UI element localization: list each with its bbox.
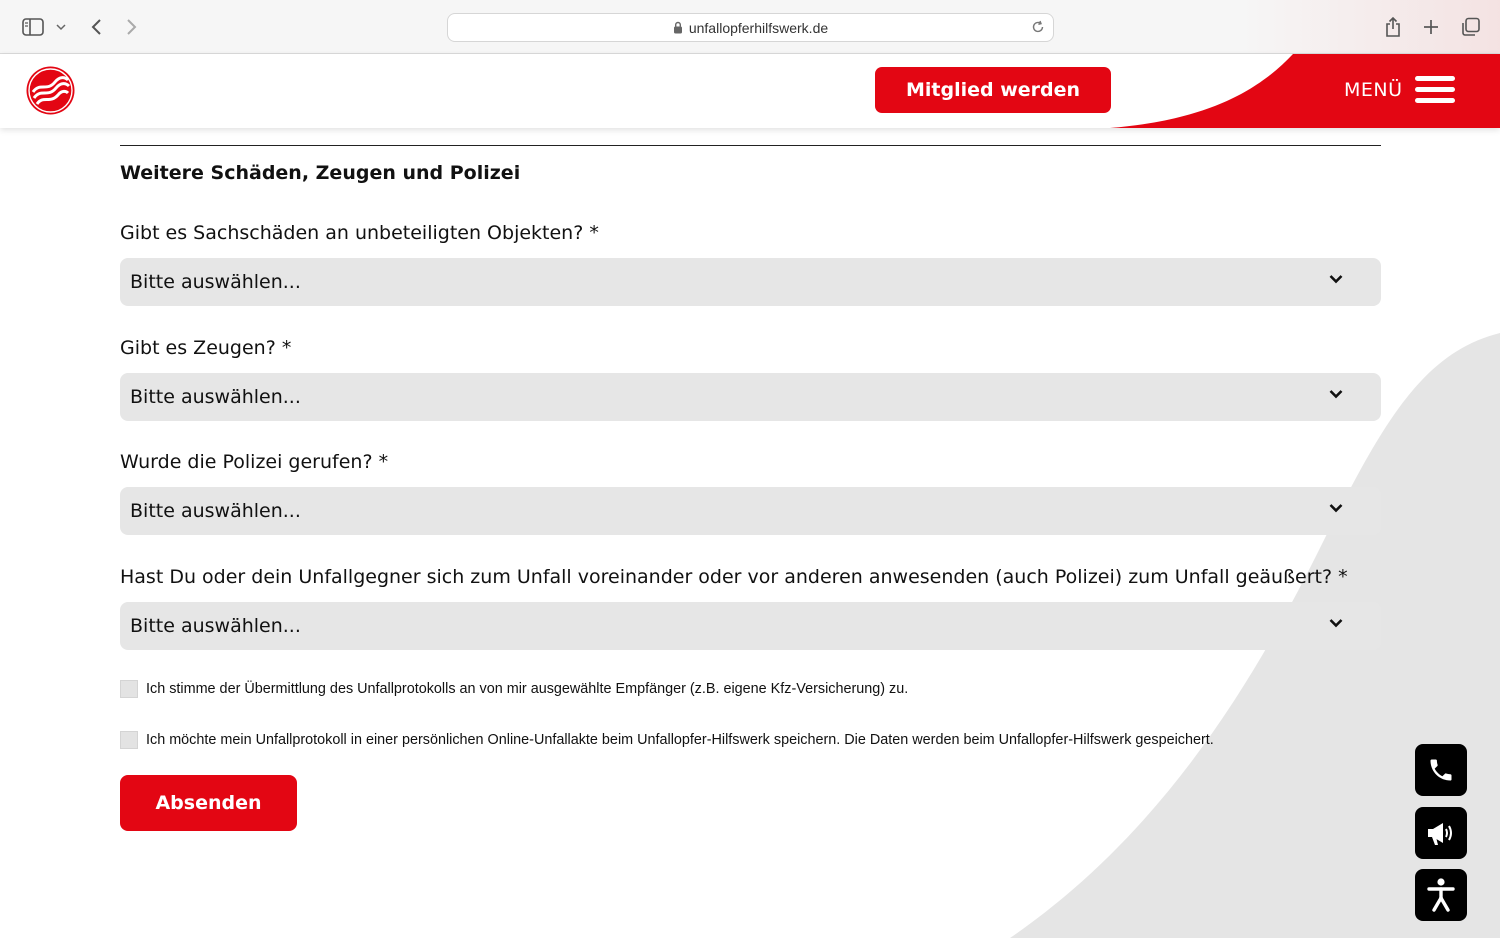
tabs-icon (1461, 17, 1481, 37)
reload-icon[interactable] (1031, 20, 1045, 34)
accessibility-button[interactable] (1415, 869, 1467, 921)
lock-icon (673, 21, 683, 34)
logo-icon (25, 65, 76, 116)
share-icon (1384, 16, 1402, 38)
consent-storage-row (120, 731, 1214, 749)
announcement-button[interactable] (1415, 807, 1467, 859)
select-value: Bitte auswählen... (130, 615, 301, 637)
url-text: unfallopferhilfswerk.de (688, 19, 829, 36)
phone-button[interactable] (1415, 744, 1467, 796)
consent-transmission-row (120, 680, 908, 698)
logo[interactable] (25, 65, 76, 116)
select-value: Bitte auswählen... (130, 386, 301, 408)
question-label-statements: Hast Du oder dein Unfallgegner sich zum Unfall voreinander oder vor anderen anwesenden (auch Polizei) zum Unfall geäußert? * (120, 566, 1348, 588)
chevron-down-icon (1329, 503, 1343, 513)
chevron-down-icon (1329, 389, 1343, 399)
submit-button[interactable]: Absenden (120, 775, 297, 831)
browser-toolbar (0, 0, 1500, 54)
question-label-police: Wurde die Polizei gerufen? * (120, 451, 389, 473)
back-button[interactable] (86, 14, 106, 40)
tab-overview-button[interactable] (1460, 14, 1482, 40)
address-bar[interactable] (447, 13, 1054, 42)
witnesses-select[interactable] (120, 373, 1381, 421)
consent-storage-checkbox[interactable] (120, 731, 138, 749)
plus-icon (1423, 19, 1439, 35)
accessibility-icon (1426, 877, 1456, 913)
consent-transmission-text: Ich stimme der Übermittlung des Unfallprotokolls an von mir ausgewählte Empfänger (z.B. eigene Kfz-Versicherung) zu. (146, 681, 909, 697)
police-select[interactable] (120, 487, 1381, 535)
property-damage-select[interactable] (120, 258, 1381, 306)
chevron-down-icon (1329, 274, 1343, 284)
site-header (0, 54, 1500, 128)
consent-transmission-checkbox[interactable] (120, 680, 138, 698)
share-button[interactable] (1382, 14, 1404, 40)
new-tab-button[interactable] (1421, 14, 1441, 40)
forward-button[interactable] (122, 14, 142, 40)
chevron-right-icon (126, 18, 138, 36)
consent-storage-text: Ich möchte mein Unfallprotokoll in einer persönlichen Online-Unfallakte beim Unfallopfer-Hilfswerk speichern. Die Daten werden beim Unfallopfer-Hilfswerk gespeichert. (146, 732, 1214, 748)
chevron-down-icon (56, 23, 66, 31)
section-divider (120, 145, 1381, 146)
phone-icon (1427, 756, 1455, 784)
select-value: Bitte auswählen... (130, 271, 301, 293)
question-label-property-damage: Gibt es Sachschäden an unbeteiligten Objekten? * (120, 222, 599, 244)
become-member-button[interactable]: Mitglied werden (875, 67, 1111, 113)
sidebar-icon (22, 18, 44, 36)
menu-label: MENÜ (1344, 78, 1403, 101)
section-title: Weitere Schäden, Zeugen und Polizei (120, 162, 521, 184)
megaphone-icon (1425, 819, 1457, 847)
statements-select[interactable] (120, 602, 1381, 650)
sidebar-toggle-button[interactable] (20, 14, 46, 40)
hamburger-icon (1415, 76, 1455, 103)
question-label-witnesses: Gibt es Zeugen? * (120, 337, 292, 359)
chevron-down-icon (1329, 618, 1343, 628)
tab-group-dropdown[interactable] (54, 14, 68, 40)
select-value: Bitte auswählen... (130, 500, 301, 522)
chevron-left-icon (90, 18, 102, 36)
menu-button[interactable] (1344, 76, 1455, 103)
